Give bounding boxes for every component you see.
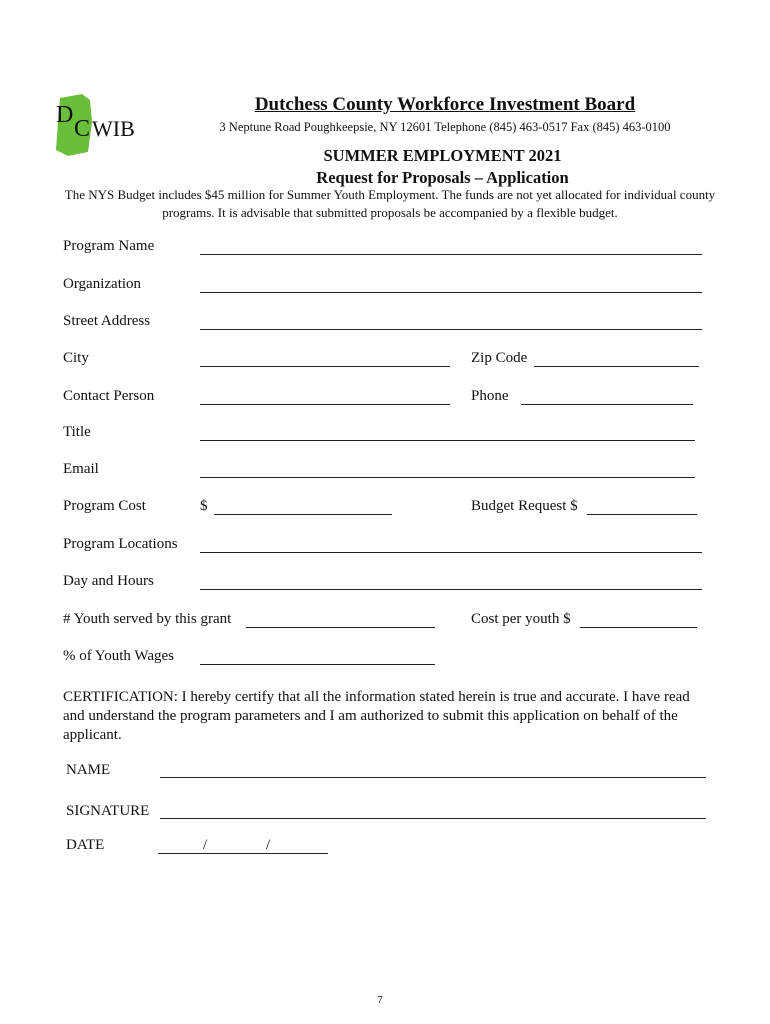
program-name-field[interactable] xyxy=(200,254,702,255)
city-field[interactable] xyxy=(200,366,450,367)
organization-label: Organization xyxy=(63,276,142,292)
day-and-hours-label: Day and Hours xyxy=(63,573,154,589)
phone-field[interactable] xyxy=(521,404,693,405)
form-subtitle: Request for Proposals – Application xyxy=(316,168,569,187)
certification-statement: CERTIFICATION: I hereby certify that all the information stated herein is true and accurate. I have read and understand the program parameters and I am authorized to submit this application on behalf of the applicant. xyxy=(63,689,690,743)
email-field[interactable] xyxy=(200,477,695,478)
title-field[interactable] xyxy=(200,440,695,441)
program-locations-field[interactable] xyxy=(200,552,702,553)
program-cost-currency: $ xyxy=(200,498,208,514)
date-label: DATE xyxy=(66,837,105,853)
youth-wages-field[interactable] xyxy=(200,664,435,665)
street-address-label: Street Address xyxy=(63,313,151,329)
title-label: Title xyxy=(63,424,91,440)
day-and-hours-field[interactable] xyxy=(200,589,702,590)
name-field[interactable] xyxy=(160,777,706,778)
svg-text:D: D xyxy=(56,102,74,128)
budget-request-field[interactable] xyxy=(587,514,697,515)
name-label: NAME xyxy=(66,762,111,778)
program-cost-label: Program Cost xyxy=(63,498,146,514)
zip-code-label: Zip Code xyxy=(471,350,528,366)
contact-person-field[interactable] xyxy=(200,404,450,405)
youth-served-field[interactable] xyxy=(246,627,435,628)
organization-field[interactable] xyxy=(200,292,702,293)
date-field[interactable] xyxy=(158,853,328,854)
email-label: Email xyxy=(63,461,99,477)
city-label: City xyxy=(63,350,89,366)
signature-field[interactable] xyxy=(160,818,706,819)
contact-person-label: Contact Person xyxy=(63,388,155,404)
svg-text:WIB: WIB xyxy=(92,116,135,141)
signature-label: SIGNATURE xyxy=(66,803,150,819)
org-address: 3 Neptune Road Poughkeepsie, NY 12601 Telephone (845) 463-0517 Fax (845) 463-0100 xyxy=(219,120,671,134)
youth-served-label: # Youth served by this grant xyxy=(63,611,232,627)
program-locations-label: Program Locations xyxy=(63,536,178,552)
form-title: SUMMER EMPLOYMENT 2021 xyxy=(323,146,562,165)
budget-request-label: Budget Request $ xyxy=(471,498,578,514)
program-name-label: Program Name xyxy=(63,238,155,254)
cost-per-youth-field[interactable] xyxy=(580,627,697,628)
page-number: 7 xyxy=(377,994,383,1006)
intro-paragraph: The NYS Budget includes $45 million for Summer Youth Employment. The funds are not yet allocated for individual county programs. It is advisable that submitted proposals be accompanied by a flexible budget. xyxy=(64,187,716,220)
zip-code-field[interactable] xyxy=(534,366,699,367)
street-address-field[interactable] xyxy=(200,329,702,330)
phone-label: Phone xyxy=(471,388,509,404)
program-cost-field[interactable] xyxy=(214,514,392,515)
cost-per-youth-label: Cost per youth $ xyxy=(471,611,571,627)
youth-wages-label: % of Youth Wages xyxy=(63,648,175,664)
date-separator-1: / xyxy=(203,837,208,853)
date-separator-2: / xyxy=(266,837,271,853)
svg-text:C: C xyxy=(74,116,91,142)
org-name: Dutchess County Workforce Investment Board xyxy=(254,94,636,115)
